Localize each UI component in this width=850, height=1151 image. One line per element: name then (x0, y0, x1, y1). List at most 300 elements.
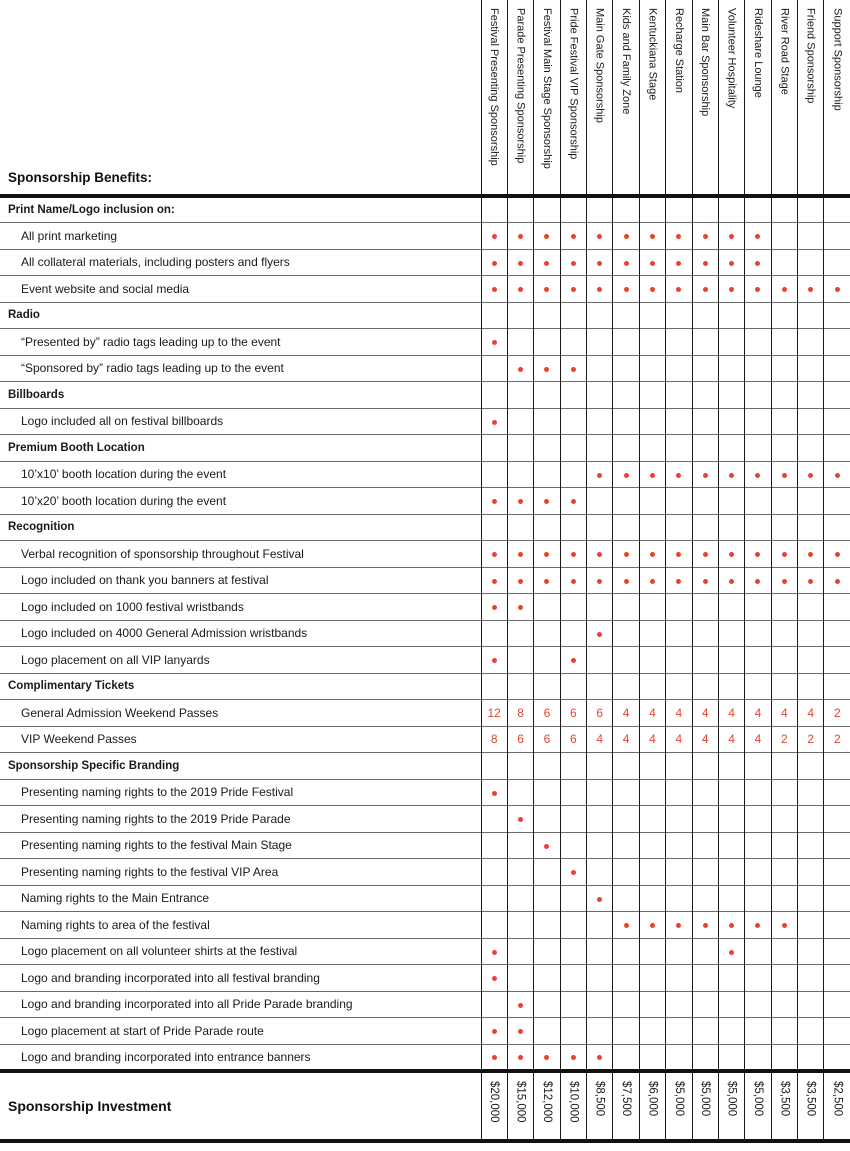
benefit-label: Naming rights to the Main Entrance (0, 885, 481, 912)
benefit-label: Presenting naming rights to the 2019 Pride Parade (0, 806, 481, 833)
empty-cell (692, 753, 718, 780)
empty-cell (666, 779, 692, 806)
benefit-dot-cell (824, 276, 850, 303)
empty-cell (771, 832, 797, 859)
benefit-dot-cell (481, 329, 507, 356)
benefits-header-label: Sponsorship Benefits: (8, 170, 153, 185)
empty-cell (481, 355, 507, 382)
empty-cell (745, 594, 771, 621)
section-row (0, 196, 850, 223)
price-value: $3,500 (804, 1080, 817, 1116)
price-cell (481, 1071, 507, 1141)
empty-cell (745, 673, 771, 700)
empty-cell (613, 753, 639, 780)
benefits-body (0, 196, 850, 1071)
empty-cell (587, 302, 613, 329)
empty-cell (718, 859, 744, 886)
empty-cell (824, 382, 850, 409)
included-dot-icon (571, 234, 576, 239)
price-value: $12,000 (540, 1080, 553, 1123)
empty-cell (639, 753, 665, 780)
empty-cell (639, 355, 665, 382)
empty-cell (692, 302, 718, 329)
ticket-count-cell: 6 (587, 700, 613, 727)
empty-cell (587, 991, 613, 1018)
empty-cell (692, 355, 718, 382)
empty-cell (824, 594, 850, 621)
empty-cell (560, 965, 586, 992)
benefit-dot-cell (560, 223, 586, 250)
empty-cell (718, 488, 744, 515)
included-dot-icon (492, 605, 497, 610)
empty-cell (534, 673, 560, 700)
tier-name: Support Sponsorship (831, 8, 844, 111)
empty-cell (507, 408, 533, 435)
included-dot-icon (571, 552, 576, 557)
ticket-count-cell: 6 (534, 726, 560, 753)
benefit-label: “Presented by” radio tags leading up to the event (0, 329, 481, 356)
benefit-dot-cell (771, 461, 797, 488)
empty-cell (745, 965, 771, 992)
empty-cell (534, 806, 560, 833)
empty-cell (666, 355, 692, 382)
included-dot-icon (755, 234, 760, 239)
empty-cell (639, 673, 665, 700)
empty-cell (560, 753, 586, 780)
tier-header (692, 0, 718, 196)
included-dot-icon (808, 287, 813, 292)
empty-cell (534, 408, 560, 435)
empty-cell (692, 859, 718, 886)
empty-cell (613, 885, 639, 912)
benefit-label: General Admission Weekend Passes (0, 700, 481, 727)
ticket-count-cell: 6 (560, 726, 586, 753)
benefit-dot-cell (666, 541, 692, 568)
benefit-dot-cell (481, 223, 507, 250)
empty-cell (481, 196, 507, 223)
included-dot-icon (703, 923, 708, 928)
benefit-dot-cell (639, 912, 665, 939)
empty-cell (613, 1044, 639, 1071)
empty-cell (639, 991, 665, 1018)
empty-cell (745, 196, 771, 223)
empty-cell (587, 514, 613, 541)
benefit-label: Presenting naming rights to the 2019 Pride Festival (0, 779, 481, 806)
ticket-count-cell: 4 (666, 726, 692, 753)
included-dot-icon (544, 1055, 549, 1060)
empty-cell (613, 620, 639, 647)
empty-cell (560, 514, 586, 541)
empty-cell (639, 965, 665, 992)
benefit-label: 10’x20’ booth location during the event (0, 488, 481, 515)
benefit-dot-cell (613, 461, 639, 488)
empty-cell (692, 196, 718, 223)
included-dot-icon (544, 367, 549, 372)
empty-cell (771, 514, 797, 541)
empty-cell (718, 1018, 744, 1045)
empty-cell (798, 991, 824, 1018)
included-dot-icon (518, 817, 523, 822)
benefit-dot-cell (718, 567, 744, 594)
tier-header (534, 0, 560, 196)
benefit-dot-cell (771, 912, 797, 939)
benefit-dot-cell (798, 276, 824, 303)
section-title: Recognition (0, 514, 481, 541)
tier-name: Festival Presenting Sponsorship (488, 8, 501, 166)
included-dot-icon (755, 261, 760, 266)
benefit-label: Logo placement on all volunteer shirts at the festival (0, 938, 481, 965)
included-dot-icon (518, 605, 523, 610)
empty-cell (824, 435, 850, 462)
price-value: $20,000 (488, 1080, 501, 1123)
empty-cell (824, 991, 850, 1018)
price-cell (666, 1071, 692, 1141)
benefit-dot-cell (745, 567, 771, 594)
price-cell (824, 1071, 850, 1141)
empty-cell (666, 488, 692, 515)
empty-cell (718, 196, 744, 223)
section-row (0, 514, 850, 541)
benefit-row (0, 355, 850, 382)
benefit-label: Logo and branding incorporated into all Pride Parade branding (0, 991, 481, 1018)
empty-cell (507, 965, 533, 992)
included-dot-icon (492, 420, 497, 425)
empty-cell (745, 514, 771, 541)
ticket-count-cell: 2 (771, 726, 797, 753)
empty-cell (718, 779, 744, 806)
tier-header (718, 0, 744, 196)
included-dot-icon (676, 261, 681, 266)
empty-cell (587, 859, 613, 886)
empty-cell (639, 408, 665, 435)
included-dot-icon (782, 552, 787, 557)
included-dot-icon (676, 552, 681, 557)
empty-cell (798, 249, 824, 276)
empty-cell (587, 912, 613, 939)
included-dot-icon (624, 473, 629, 478)
empty-cell (692, 647, 718, 674)
benefit-dot-cell (824, 541, 850, 568)
empty-cell (666, 435, 692, 462)
included-dot-icon (492, 579, 497, 584)
section-title: Billboards (0, 382, 481, 409)
empty-cell (745, 488, 771, 515)
included-dot-icon (544, 234, 549, 239)
empty-cell (534, 779, 560, 806)
empty-cell (666, 938, 692, 965)
empty-cell (824, 514, 850, 541)
empty-cell (507, 779, 533, 806)
included-dot-icon (492, 552, 497, 557)
benefit-dot-cell (587, 885, 613, 912)
price-value: $5,000 (672, 1080, 685, 1116)
included-dot-icon (518, 552, 523, 557)
empty-cell (745, 779, 771, 806)
empty-cell (613, 408, 639, 435)
benefit-row (0, 1018, 850, 1045)
benefit-dot-cell (481, 965, 507, 992)
included-dot-icon (703, 552, 708, 557)
empty-cell (745, 885, 771, 912)
empty-cell (639, 779, 665, 806)
benefit-dot-cell (507, 223, 533, 250)
benefit-label: Presenting naming rights to the festival Main Stage (0, 832, 481, 859)
benefit-dot-cell (745, 461, 771, 488)
included-dot-icon (835, 473, 840, 478)
benefit-row (0, 991, 850, 1018)
benefit-dot-cell (666, 912, 692, 939)
benefit-dot-cell (692, 223, 718, 250)
empty-cell (824, 329, 850, 356)
benefit-dot-cell (560, 488, 586, 515)
empty-cell (481, 461, 507, 488)
empty-cell (718, 620, 744, 647)
benefit-dot-cell (560, 647, 586, 674)
empty-cell (587, 779, 613, 806)
empty-cell (745, 435, 771, 462)
empty-cell (692, 594, 718, 621)
empty-cell (481, 620, 507, 647)
empty-cell (666, 885, 692, 912)
empty-cell (534, 885, 560, 912)
empty-cell (613, 965, 639, 992)
benefit-label: Logo included all on festival billboards (0, 408, 481, 435)
empty-cell (639, 382, 665, 409)
empty-cell (824, 488, 850, 515)
price-cell (534, 1071, 560, 1141)
empty-cell (666, 620, 692, 647)
ticket-count-cell: 4 (666, 700, 692, 727)
benefit-dot-cell (587, 567, 613, 594)
section-row (0, 753, 850, 780)
empty-cell (613, 1018, 639, 1045)
included-dot-icon (624, 261, 629, 266)
empty-cell (639, 885, 665, 912)
benefit-dot-cell (534, 223, 560, 250)
empty-cell (560, 620, 586, 647)
included-dot-icon (571, 367, 576, 372)
empty-cell (692, 408, 718, 435)
empty-cell (745, 859, 771, 886)
section-row (0, 673, 850, 700)
included-dot-icon (729, 579, 734, 584)
empty-cell (745, 832, 771, 859)
empty-cell (718, 806, 744, 833)
benefit-dot-cell (587, 620, 613, 647)
section-title: Print Name/Logo inclusion on: (0, 196, 481, 223)
empty-cell (745, 1018, 771, 1045)
empty-cell (771, 647, 797, 674)
empty-cell (507, 938, 533, 965)
benefit-dot-cell (481, 276, 507, 303)
benefit-label: Logo and branding incorporated into entrance banners (0, 1044, 481, 1071)
empty-cell (639, 938, 665, 965)
benefit-row (0, 726, 850, 753)
benefit-dot-cell (534, 276, 560, 303)
price-cell (771, 1071, 797, 1141)
empty-cell (824, 938, 850, 965)
empty-cell (613, 382, 639, 409)
empty-cell (587, 753, 613, 780)
empty-cell (560, 329, 586, 356)
empty-cell (666, 753, 692, 780)
empty-cell (666, 1044, 692, 1071)
benefit-dot-cell (507, 991, 533, 1018)
empty-cell (560, 435, 586, 462)
included-dot-icon (729, 261, 734, 266)
empty-cell (666, 991, 692, 1018)
empty-cell (481, 514, 507, 541)
included-dot-icon (676, 579, 681, 584)
empty-cell (718, 1044, 744, 1071)
empty-cell (771, 991, 797, 1018)
included-dot-icon (518, 1003, 523, 1008)
empty-cell (692, 832, 718, 859)
included-dot-icon (544, 261, 549, 266)
price-value: $6,000 (646, 1080, 659, 1116)
empty-cell (587, 832, 613, 859)
empty-cell (666, 382, 692, 409)
benefit-row (0, 541, 850, 568)
included-dot-icon (808, 473, 813, 478)
empty-cell (771, 382, 797, 409)
tier-name: Kentuckiana Stage (646, 8, 659, 101)
empty-cell (666, 965, 692, 992)
tier-header (666, 0, 692, 196)
benefit-dot-cell (534, 249, 560, 276)
empty-cell (771, 302, 797, 329)
benefit-dot-cell (771, 567, 797, 594)
empty-cell (692, 779, 718, 806)
empty-cell (745, 938, 771, 965)
benefit-dot-cell (798, 461, 824, 488)
empty-cell (560, 461, 586, 488)
benefit-dot-cell (692, 249, 718, 276)
empty-cell (560, 408, 586, 435)
included-dot-icon (597, 287, 602, 292)
empty-cell (692, 673, 718, 700)
empty-cell (798, 408, 824, 435)
empty-cell (692, 488, 718, 515)
empty-cell (639, 832, 665, 859)
included-dot-icon (782, 287, 787, 292)
ticket-count-cell: 6 (507, 726, 533, 753)
empty-cell (718, 832, 744, 859)
included-dot-icon (650, 552, 655, 557)
empty-cell (798, 355, 824, 382)
benefit-row (0, 594, 850, 621)
price-value: $3,500 (778, 1080, 791, 1116)
empty-cell (718, 329, 744, 356)
empty-cell (771, 408, 797, 435)
empty-cell (745, 408, 771, 435)
benefit-label: Logo included on 1000 festival wristbands (0, 594, 481, 621)
benefit-dot-cell (745, 912, 771, 939)
included-dot-icon (782, 473, 787, 478)
empty-cell (639, 514, 665, 541)
tier-name: Friend Sponsorship (804, 8, 817, 104)
empty-cell (639, 859, 665, 886)
empty-cell (666, 594, 692, 621)
tier-header (481, 0, 507, 196)
empty-cell (481, 885, 507, 912)
section-title: Premium Booth Location (0, 435, 481, 462)
benefit-dot-cell (745, 276, 771, 303)
empty-cell (798, 594, 824, 621)
empty-cell (666, 1018, 692, 1045)
empty-cell (824, 249, 850, 276)
included-dot-icon (650, 234, 655, 239)
empty-cell (639, 196, 665, 223)
included-dot-icon (729, 552, 734, 557)
empty-cell (771, 885, 797, 912)
empty-cell (639, 302, 665, 329)
empty-cell (507, 514, 533, 541)
empty-cell (798, 885, 824, 912)
benefit-dot-cell (560, 541, 586, 568)
benefit-dot-cell (613, 276, 639, 303)
included-dot-icon (492, 950, 497, 955)
price-value: $5,000 (751, 1080, 764, 1116)
price-value: $5,000 (699, 1080, 712, 1116)
included-dot-icon (597, 897, 602, 902)
benefit-label: 10’x10’ booth location during the event (0, 461, 481, 488)
empty-cell (560, 832, 586, 859)
included-dot-icon (518, 234, 523, 239)
empty-cell (798, 382, 824, 409)
benefit-dot-cell (560, 567, 586, 594)
empty-cell (718, 753, 744, 780)
empty-cell (613, 938, 639, 965)
empty-cell (798, 514, 824, 541)
empty-cell (692, 514, 718, 541)
empty-cell (666, 859, 692, 886)
empty-cell (798, 673, 824, 700)
empty-cell (798, 753, 824, 780)
empty-cell (639, 594, 665, 621)
empty-cell (692, 435, 718, 462)
empty-cell (771, 488, 797, 515)
benefit-dot-cell (587, 223, 613, 250)
section-row (0, 302, 850, 329)
benefit-row (0, 832, 850, 859)
included-dot-icon (492, 1055, 497, 1060)
benefit-dot-cell (692, 461, 718, 488)
empty-cell (771, 329, 797, 356)
empty-cell (798, 1044, 824, 1071)
benefit-dot-cell (639, 567, 665, 594)
included-dot-icon (571, 870, 576, 875)
tier-name: Main Gate Sponsorship (593, 8, 606, 123)
empty-cell (824, 832, 850, 859)
tier-header (639, 0, 665, 196)
ticket-count-cell: 4 (798, 700, 824, 727)
benefit-row (0, 620, 850, 647)
tier-header (613, 0, 639, 196)
included-dot-icon (571, 499, 576, 504)
included-dot-icon (729, 287, 734, 292)
benefit-dot-cell (481, 647, 507, 674)
empty-cell (771, 753, 797, 780)
empty-cell (798, 859, 824, 886)
section-row (0, 382, 850, 409)
benefit-dot-cell (745, 223, 771, 250)
empty-cell (560, 302, 586, 329)
empty-cell (587, 594, 613, 621)
benefit-dot-cell (639, 249, 665, 276)
empty-cell (745, 620, 771, 647)
ticket-count-cell: 4 (613, 700, 639, 727)
